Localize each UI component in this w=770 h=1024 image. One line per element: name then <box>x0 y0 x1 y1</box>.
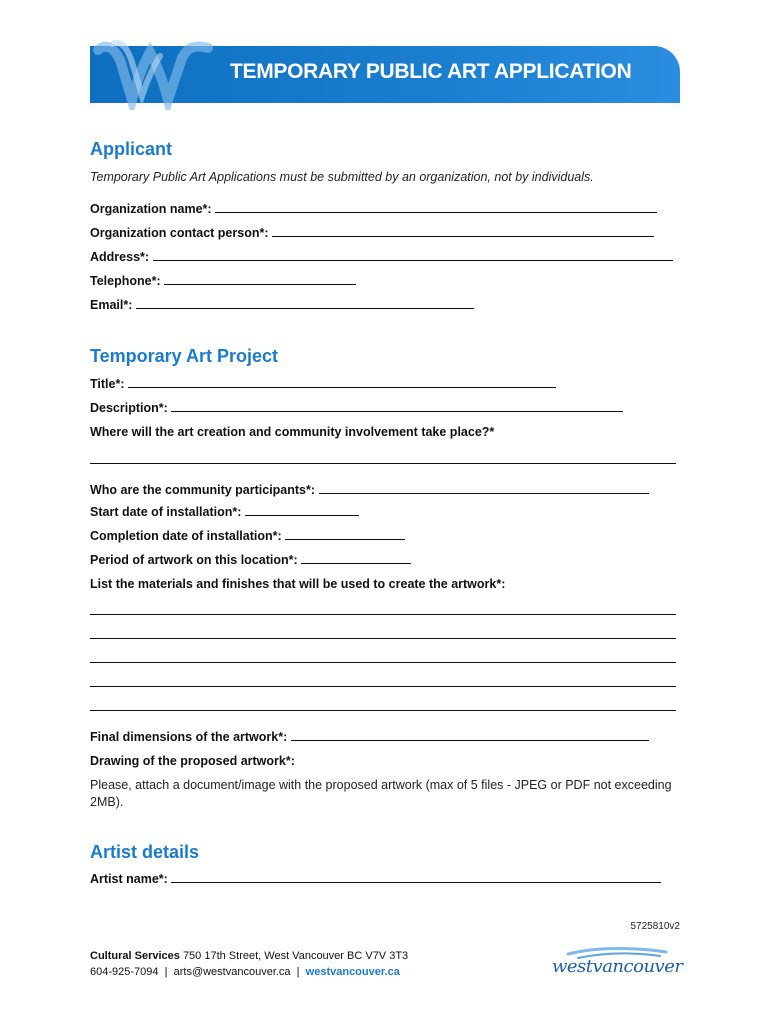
address-field[interactable]: Address*: <box>90 250 673 264</box>
applicant-note: Temporary Public Art Applications must be submitted by an organization, not by individuals. <box>90 170 594 184</box>
participants-field[interactable]: Who are the community participants*: <box>90 483 649 497</box>
email-field[interactable]: Email*: <box>90 298 474 312</box>
start-date-field[interactable]: Start date of installation*: <box>90 505 359 519</box>
organization-name-line[interactable] <box>215 202 657 213</box>
west-vancouver-w-logo-icon <box>90 30 230 110</box>
form-title: TEMPORARY PUBLIC ART APPLICATION <box>230 60 632 83</box>
title-field[interactable]: Title*: <box>90 377 556 391</box>
drawing-label: Drawing of the proposed artwork*: <box>90 754 295 768</box>
organization-name-field[interactable]: Organization name*: <box>90 202 657 216</box>
completion-date-field[interactable]: Completion date of installation*: <box>90 529 405 543</box>
materials-line-5[interactable] <box>90 710 676 711</box>
materials-question: List the materials and finishes that will be used to create the artwork*: <box>90 577 506 591</box>
footer-phone: 604-925-7094 <box>90 966 159 978</box>
artist-name-line[interactable] <box>171 872 661 883</box>
footer-email-link[interactable]: arts@westvancouver.ca <box>173 966 291 978</box>
footer-contact: Cultural Services 750 17th Street, West Vancouver BC V7V 3T3 604-925-7094 | arts@westvancouver.ca | westvancouver.ca <box>90 950 409 978</box>
description-field[interactable]: Description*: <box>90 401 623 415</box>
attach-note: Please, attach a document/image with the proposed artwork (max of 5 files - JPEG or PDF not exceeding 2MB). <box>90 778 672 809</box>
section-heading-applicant: Applicant <box>90 139 173 159</box>
start-date-line[interactable] <box>245 505 359 516</box>
section-heading-project: Temporary Art Project <box>90 346 279 366</box>
address-line[interactable] <box>153 250 673 261</box>
period-field[interactable]: Period of artwork on this location*: <box>90 553 411 567</box>
section-heading-artist: Artist details <box>90 842 200 862</box>
completion-date-line[interactable] <box>285 529 405 540</box>
brand-wordmark: westvancouver <box>552 956 683 977</box>
dimensions-line[interactable] <box>291 730 649 741</box>
email-line[interactable] <box>136 298 474 309</box>
materials-line-4[interactable] <box>90 686 676 687</box>
title-line[interactable] <box>128 377 556 388</box>
west-vancouver-brand-logo <box>548 946 683 982</box>
where-question: Where will the art creation and community involvement take place?* <box>90 425 495 439</box>
document-version: 5725810v2 <box>630 921 680 932</box>
artist-name-field[interactable]: Artist name*: <box>90 872 661 886</box>
materials-line-1[interactable] <box>90 614 676 615</box>
footer-address: 750 17th Street, West Vancouver BC V7V 3T3 <box>182 950 409 962</box>
participants-line[interactable] <box>319 483 649 494</box>
organization-contact-line[interactable] <box>272 226 654 237</box>
materials-line-2[interactable] <box>90 638 676 639</box>
footer-website-link[interactable]: westvancouver.ca <box>305 966 400 978</box>
organization-contact-field[interactable]: Organization contact person*: <box>90 226 654 240</box>
period-line[interactable] <box>301 553 411 564</box>
dimensions-field[interactable]: Final dimensions of the artwork*: <box>90 730 649 744</box>
where-answer-line[interactable] <box>90 463 676 464</box>
footer-department: Cultural Services <box>90 950 180 962</box>
materials-line-3[interactable] <box>90 662 676 663</box>
telephone-line[interactable] <box>164 274 356 285</box>
description-line[interactable] <box>171 401 623 412</box>
telephone-field[interactable]: Telephone*: <box>90 274 356 288</box>
